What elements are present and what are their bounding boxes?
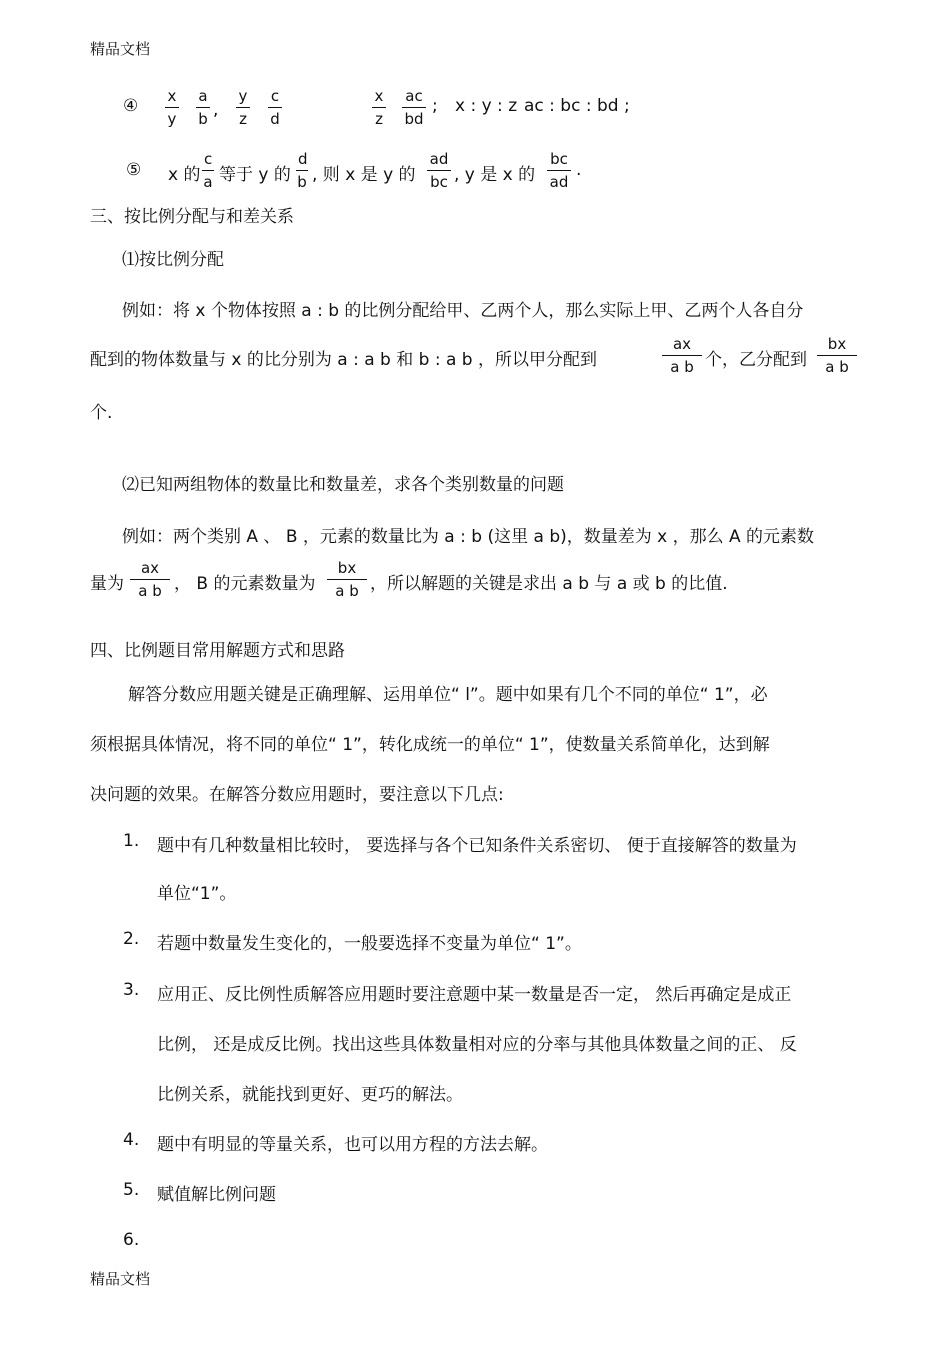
fraction-ac-over-bd: $\frac{ac}{bd}$ [402, 89, 426, 127]
fraction-x-over-z: $\frac{x}{z}$ [372, 89, 386, 127]
comma: , [213, 100, 219, 120]
example-2-line-1: 例如：两个类别 A 、 B ，元素的数量比为 a : b (这里 a b)，数量差为 x ，那么 A 的元素数 [122, 527, 815, 547]
section-3-title: 三、按比例分配与和差关系 [90, 207, 294, 227]
text-segment: ，所以解题的关键是求出 a b 与 a 或 b 的比值. [370, 574, 728, 594]
section-4-title: 四、比例题目常用解题方式和思路 [90, 641, 345, 661]
text-segment: 量为 [90, 574, 124, 594]
example-1-line-1: 例如：将 x 个物体按照 a : b 的比例分配给甲、乙两个人，那么实际上甲、乙两个人各自分 [122, 301, 804, 321]
list-text: 若题中数量发生变化的，一般要选择不变量为单位“ 1”。 [157, 934, 582, 954]
circled-five-marker: ⑤ [126, 160, 142, 180]
text-segment: x 的 [168, 165, 201, 185]
list-text: 比例， 还是成反比例。找出这些具体数量相对应的分率与其他具体数量之间的正、 反 [157, 1035, 797, 1055]
text-segment: 个，乙分配到 [705, 350, 807, 370]
fraction-ax-over-a-b: $\frac{ax}{\text{a b}}$ [130, 561, 170, 599]
example-1-line-3: 个. [90, 403, 113, 423]
list-number: 4. [123, 1130, 140, 1150]
fraction-y-over-z: $\frac{y}{z}$ [236, 89, 250, 127]
list-number: 6. [123, 1230, 140, 1250]
paragraph-line-1: 解答分数应用题关键是正确理解、运用单位“ l”。题中如果有几个不同的单位“ 1”，必 [128, 685, 768, 705]
fraction-ad-over-bc: $\frac{ad}{bc}$ [427, 152, 451, 190]
text-segment: ， B 的元素数量为 [174, 574, 316, 594]
fraction-c-over-d: $\frac{c}{d}$ [268, 89, 282, 127]
list-text: 赋值解比例问题 [157, 1185, 276, 1205]
list-number: 5. [123, 1180, 140, 1200]
fraction-a-over-b: $\frac{a}{b}$ [196, 89, 210, 127]
list-text: 应用正、反比例性质解答应用题时要注意题中某一数量是否一定， 然后再确定是成正 [157, 985, 792, 1005]
subsection-1-title: ⑴按比例分配 [122, 250, 224, 270]
list-text: 题中有明显的等量关系，也可以用方程的方法去解。 [157, 1135, 548, 1155]
circled-four-marker: ④ [123, 96, 139, 116]
fraction-x-over-y: $\frac{x}{y}$ [165, 89, 179, 127]
fraction-bx-over-a-b: $\frac{bx}{\text{a b}}$ [327, 561, 367, 599]
list-number: 3. [123, 980, 140, 1000]
text-segment: 等于 y 的 [219, 165, 291, 185]
page-footer: 精品文档 [90, 1270, 151, 1288]
text-segment: , y 是 x 的 [454, 165, 536, 185]
fraction-d-over-b: $\frac{d}{b}$ [297, 150, 308, 191]
fraction-bc-over-ad: $\frac{bc}{ad}$ [547, 152, 571, 190]
paragraph-line-3: 决问题的效果。在解答分数应用题时，要注意以下几点: [90, 785, 504, 805]
list-number: 2. [123, 929, 140, 949]
fraction-ax-over-a-b: $\frac{ax}{\text{a b}}$ [662, 337, 702, 375]
fraction-c-over-a: $\frac{c}{a}$ [203, 150, 213, 191]
text-segment: 配到的物体数量与 x 的比分别为 a : a b 和 b : a b ，所以甲分配到 [90, 350, 597, 370]
list-text: 比例关系，就能找到更好、更巧的解法。 [157, 1085, 463, 1105]
ratio-ac-bc-bd: ac : bc : bd ; [524, 96, 630, 116]
page-header: 精品文档 [90, 40, 151, 58]
text-segment: , 则 x 是 y 的 [312, 165, 416, 185]
text-segment: . [576, 160, 582, 180]
ratio-xyz: x : y : z [455, 96, 518, 116]
semicolon: ; [432, 96, 438, 116]
list-number: 1. [123, 831, 140, 851]
paragraph-line-2: 须根据具体情况，将不同的单位“ 1”，转化成统一的单位“ 1”，使数量关系简单化，达到解 [90, 735, 770, 755]
list-text: 单位“1”。 [157, 884, 237, 904]
subsection-2-title: ⑵已知两组物体的数量比和数量差，求各个类别数量的问题 [122, 475, 564, 495]
list-text: 题中有几种数量相比较时， 要选择与各个已知条件关系密切、 便于直接解答的数量为 [157, 836, 797, 856]
fraction-bx-over-a-b: $\frac{bx}{\text{a b}}$ [817, 337, 857, 375]
